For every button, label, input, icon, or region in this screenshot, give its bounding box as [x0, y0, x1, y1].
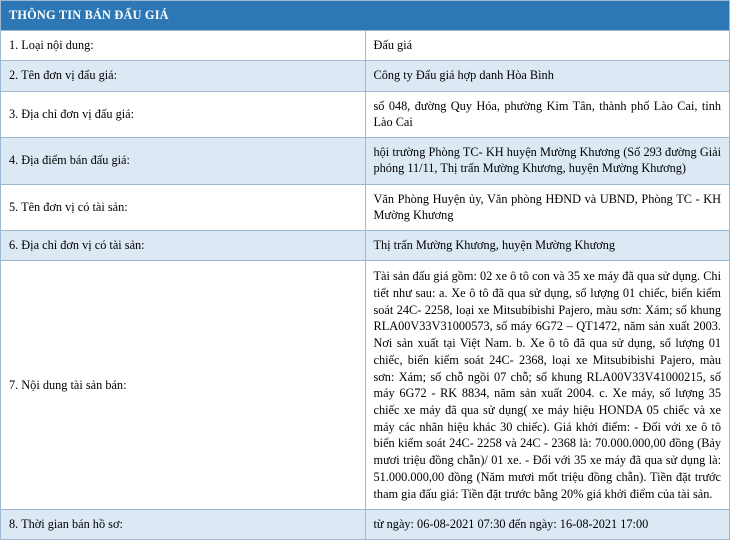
- row-label-auction-org-name: 2. Tên đơn vị đấu giá:: [1, 61, 366, 91]
- table-row: [1, 138, 730, 184]
- row-label-asset-owner-name: 5. Tên đơn vị có tài sản:: [1, 184, 366, 230]
- table-header-row: [1, 1, 730, 31]
- table-row: [1, 31, 730, 61]
- row-label-auction-org-address: 3. Địa chỉ đơn vị đấu giá:: [1, 91, 366, 137]
- table-row: [1, 510, 730, 540]
- table-row: [1, 61, 730, 91]
- row-label-auction-location: 4. Địa điểm bán đấu giá:: [1, 138, 366, 184]
- table-row: [1, 230, 730, 260]
- table-row: [1, 261, 730, 510]
- row-value-auction-location: hội trường Phòng TC- KH huyện Mường Khương (Số 293 đường Giải phóng 11/11, Thị trấn Mường Khương, huyện Mường Khương): [365, 138, 730, 184]
- table-row: [1, 91, 730, 137]
- row-label-content-type: 1. Loại nội dung:: [1, 31, 366, 61]
- row-value-auction-org-name: Công ty Đấu giá hợp danh Hòa Bình: [365, 61, 730, 91]
- row-value-auction-org-address: số 048, đường Quy Hóa, phường Kim Tân, thành phố Lào Cai, tỉnh Lào Cai: [365, 91, 730, 137]
- row-label-asset-owner-address: 6. Địa chỉ đơn vị có tài sản:: [1, 230, 366, 260]
- table-row: [1, 184, 730, 230]
- row-label-asset-details: 7. Nội dung tài sản bán:: [1, 261, 366, 510]
- row-value-content-type: Đấu giá: [365, 31, 730, 61]
- row-value-asset-owner-name: Văn Phòng Huyện ủy, Văn phòng HĐND và UBND, Phòng TC - KH Mường Khương: [365, 184, 730, 230]
- row-value-asset-details: Tài sản đấu giá gồm: 02 xe ô tô con và 35 xe máy đã qua sử dụng. Chi tiết như sau: a. Xe ô tô đã qua sử dụng, số lượng 01 chiếc, biển kiểm soát 24C- 2258, loại xe Mitsubibishi Pajero, màu sơn: Xám; số khung RLA00V33V31000573, số máy 6G72 – QT1472, năm sản xuất 2003. Nơi sản xuất tại Việt Nam. b. Xe ô tô đã qua sử dụng, số lượng 01 chiếc, biển kiểm soát 24C- 2368, loại xe Mitsubibishi Pajero, màu sơn: Xám; số chỗ ngồi 07 chỗ; số khung RLA00V33V41000215, số máy 6G72 - RK 8834, năm sản xuất 2004. c. Xe máy, số lượng 35 chiếc xe máy đã qua sử dụng( xe máy hiệu HONDA 05 chiếc và xe máy các nhãn hiệu khác 30 chiếc). Giá khởi điểm: - Đối với xe ô tô biển kiểm soát 24C- 2258 và 24C - 2368 là: 70.000.000,00 đồng (Bảy mươi triệu đồng chẵn)/ 01 xe. - Đối với 35 xe máy đã qua sử dụng là: 51.000.000,00 đồng (Năm mươi mốt triệu đồng chẵn). Tiền đặt trước tham gia đấu giá: Tiền đặt trước bằng 20% giá khởi điểm của tài sản.: [365, 261, 730, 510]
- page-title: THÔNG TIN BÁN ĐẤU GIÁ: [1, 1, 730, 31]
- row-value-document-sale-time: từ ngày: 06-08-2021 07:30 đến ngày: 16-08-2021 17:00: [365, 510, 730, 540]
- row-value-asset-owner-address: Thị trấn Mường Khương, huyện Mường Khương: [365, 230, 730, 260]
- row-label-document-sale-time: 8. Thời gian bán hồ sơ:: [1, 510, 366, 540]
